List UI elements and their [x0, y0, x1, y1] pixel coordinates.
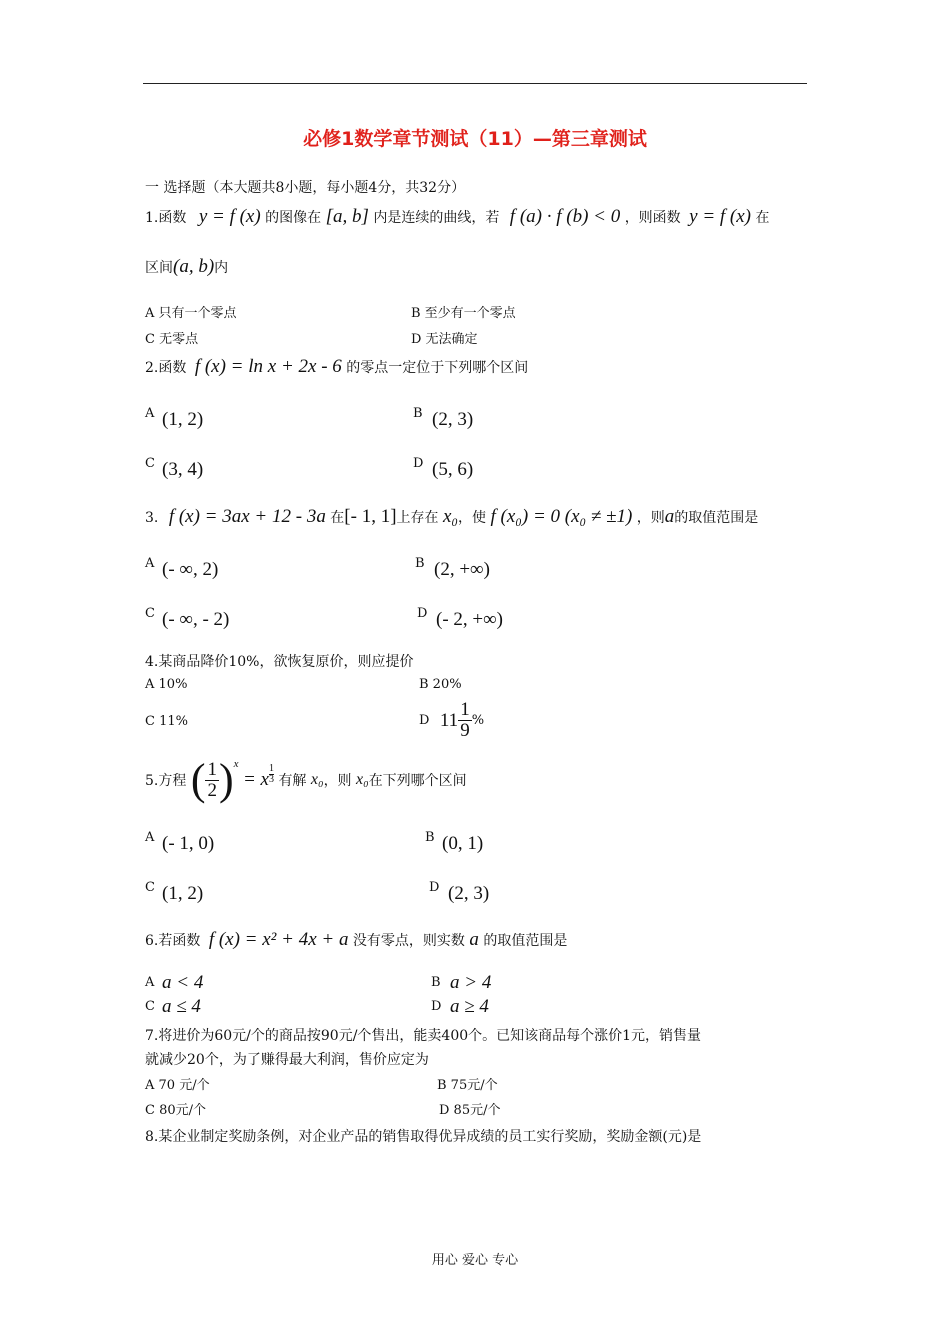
q2-option-b-label: B	[413, 406, 423, 421]
q1-interval: [a, b]	[325, 206, 369, 227]
q3-option-a-label: A	[145, 556, 155, 571]
q3-x0: x₀	[442, 506, 459, 527]
q3-variable: a	[664, 506, 675, 527]
q5-text: ，则	[323, 773, 352, 789]
q2-option-b: (2, 3)	[432, 409, 474, 430]
q2-text: 的零点一定位于下列哪个区间	[346, 360, 529, 376]
q1-text: 的图像在	[265, 210, 322, 226]
q2-text: 2.函数	[145, 360, 187, 376]
q4-option-d-label: D	[419, 713, 430, 728]
q1-option-c: C 无零点	[145, 332, 199, 347]
q1-option-a: A 只有一个零点	[145, 306, 237, 321]
q3-condition: f (x₀) = 0 (x₀ ≠ ±1)	[490, 506, 633, 527]
q7-option-c: C 80元/个	[145, 1103, 207, 1118]
q3-option-c: (- ∞, - 2)	[162, 609, 230, 630]
q6-option-b: a > 4	[450, 972, 492, 993]
question-7-line-1: 7.将进价为60元/个的商品按90元/个售出，能卖400个。已知该商品每个涨价1元，销售量	[145, 1028, 702, 1044]
q6-option-a: a < 4	[162, 972, 204, 993]
q1-interval: (a, b)	[173, 256, 215, 277]
q6-option-b-label: B	[431, 975, 441, 990]
q5-base-numerator: 1	[207, 758, 217, 780]
q6-option-d: a ≥ 4	[450, 996, 489, 1017]
q3-option-b: (2, +∞)	[434, 559, 490, 580]
q5-option-b: (0, 1)	[442, 833, 484, 854]
section-heading: 一 选择题（本大题共8小题，每小题4分，共32分）	[145, 180, 466, 196]
q1-function: y = f (x)	[689, 206, 752, 227]
q5-root-numerator: 1	[268, 763, 274, 774]
q4-option-a: A 10%	[145, 677, 188, 692]
q5-base-denominator: 2	[207, 779, 217, 801]
q5-root-denominator: 3	[268, 774, 274, 785]
q1-text: 在	[755, 210, 770, 226]
question-1-cont	[145, 256, 228, 278]
q5-text: 在下列哪个区间	[368, 773, 467, 789]
q6-variable: a	[469, 929, 479, 950]
q4-d-numerator: 1	[460, 699, 470, 720]
q6-text: 没有零点，则实数	[352, 933, 465, 949]
question-1	[145, 206, 769, 228]
q4-d-denominator: 9	[460, 720, 470, 741]
q3-option-d-label: D	[417, 606, 428, 621]
q6-option-c-label: C	[145, 999, 155, 1014]
question-7-line-2: 就减少20个，为了赚得最大利润，售价应定为	[145, 1052, 429, 1068]
q5-text: 有解	[278, 773, 307, 789]
q6-text: 的取值范围是	[483, 933, 568, 949]
q6-option-c: a ≤ 4	[162, 996, 201, 1017]
q2-option-d-label: D	[413, 456, 424, 471]
q5-option-d: (2, 3)	[448, 883, 490, 904]
q5-option-a-label: A	[145, 830, 155, 845]
q2-option-a: (1, 2)	[162, 409, 204, 430]
q1-function: y = f (x)	[198, 206, 261, 227]
q1-text: 1.函数	[145, 210, 187, 226]
q3-interval: [- 1, 1]	[344, 506, 397, 527]
q6-option-d-label: D	[431, 999, 442, 1014]
q3-option-a: (- ∞, 2)	[162, 559, 219, 580]
q3-text: 上存在	[396, 510, 439, 526]
q2-option-a-label: A	[145, 406, 155, 421]
q7-option-a: A 70 元/个	[145, 1078, 210, 1093]
q5-right-paren: )	[218, 755, 234, 804]
q6-option-a-label: A	[145, 975, 155, 990]
q1-text: 内	[214, 260, 229, 276]
q2-option-c-label: C	[145, 456, 155, 471]
question-6	[145, 929, 567, 951]
question-3	[145, 506, 758, 528]
question-5	[145, 755, 467, 804]
header-rule	[143, 83, 807, 84]
page-footer: 用心 爱心 专心	[431, 1253, 519, 1268]
q3-text: ，则	[636, 510, 665, 526]
q2-option-d: (5, 6)	[432, 459, 474, 480]
question-2	[145, 356, 528, 378]
q5-x0: x₀	[356, 771, 369, 788]
q5-option-b-label: B	[425, 830, 435, 845]
q3-option-b-label: B	[415, 556, 425, 571]
q5-left-paren: (	[190, 755, 206, 804]
q4-option-b: B 20%	[419, 677, 462, 692]
q1-text: 内是连续的曲线，若	[373, 210, 500, 226]
q7-option-d: D 85元/个	[439, 1103, 501, 1118]
q3-text: ，使	[458, 510, 487, 526]
q1-text: ，则函数	[624, 210, 681, 226]
q3-text: 在	[330, 510, 345, 526]
q4-option-c: C 11%	[145, 714, 188, 729]
q7-option-b: B 75元/个	[437, 1078, 498, 1093]
q4-option-d	[419, 700, 484, 741]
page-title: 必修1数学章节测试（11）—第三章测试	[303, 128, 647, 150]
q5-option-c: (1, 2)	[162, 883, 204, 904]
q3-option-d: (- 2, +∞)	[436, 609, 503, 630]
q1-option-b: B 至少有一个零点	[411, 306, 516, 321]
question-8-line-1: 8.某企业制定奖励条例，对企业产品的销售取得优异成绩的员工实行奖励，奖励金额(元)是	[145, 1129, 702, 1145]
q5-root-exponent	[269, 764, 274, 785]
q6-function: f (x) = x² + 4x + a	[208, 929, 349, 950]
q4-d-fraction	[458, 700, 472, 741]
q5-equation: = x	[242, 769, 269, 790]
q5-base-fraction	[205, 760, 219, 801]
q2-option-c: (3, 4)	[162, 459, 204, 480]
q5-text: 5.方程	[145, 773, 187, 789]
q4-d-integer: 11	[439, 709, 459, 731]
q6-text: 6.若函数	[145, 933, 201, 949]
q4-d-percent: %	[471, 713, 485, 728]
q5-exponent: x	[233, 758, 239, 770]
q5-option-c-label: C	[145, 880, 155, 895]
q5-option-a: (- 1, 0)	[162, 833, 215, 854]
q5-x0: x₀	[310, 771, 324, 788]
q3-text: 3.	[145, 510, 159, 526]
q3-text: 的取值范围是	[674, 510, 759, 526]
q1-option-d: D 无法确定	[411, 332, 478, 347]
q1-condition: f (a) · f (b) < 0	[509, 206, 621, 227]
q1-text: 区间	[145, 260, 173, 276]
question-4: 4.某商品降价10%，欲恢复原价，则应提价	[145, 654, 414, 670]
q5-option-d-label: D	[429, 880, 440, 895]
q3-option-c-label: C	[145, 606, 155, 621]
q2-function: f (x) = ln x + 2x - 6	[194, 356, 342, 377]
q3-function: f (x) = 3ax + 12 - 3a	[168, 506, 326, 527]
